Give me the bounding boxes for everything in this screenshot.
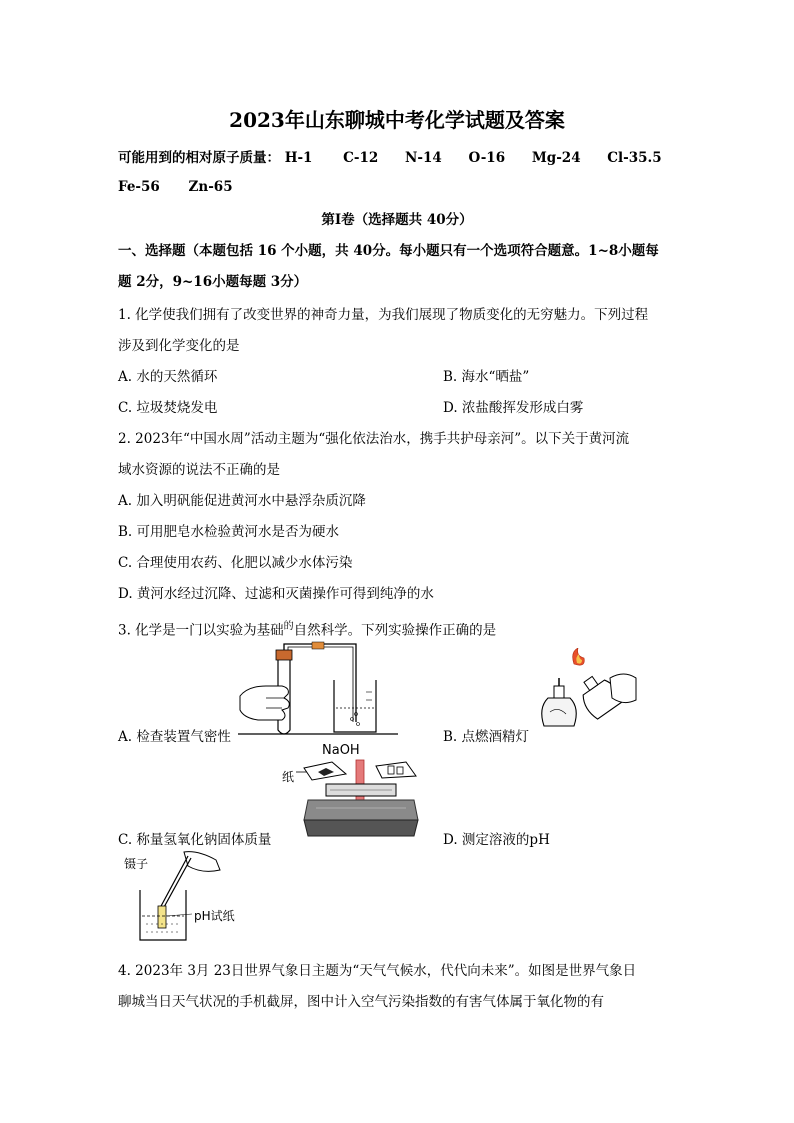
balance-figure	[296, 758, 426, 840]
q3-option-c: C. 称量氢氧化钠固体质量	[118, 832, 272, 848]
q1-stem-line-2: 涉及到化学变化的是	[118, 338, 240, 354]
tweezers-label: 镊子	[124, 857, 149, 871]
atomic-mass-line-2	[118, 179, 233, 195]
q2-option-c: C. 合理使用农药、化肥以减少水体污染	[118, 555, 353, 571]
q2-stem-line-2: 域水资源的说法不正确的是	[118, 462, 280, 478]
q3-option-d: D. 测定溶液的pH	[443, 832, 550, 848]
q1-option-b: B. 海水“晒盐”	[443, 369, 530, 385]
mass-h: H-1	[284, 150, 313, 166]
mass-mg: Mg-24	[531, 150, 581, 166]
q3-stem-part-1: 3. 化学是一门以实验为基础	[118, 622, 284, 639]
alcohol-lamp-figure	[528, 648, 638, 744]
q1-option-a: A. 水的天然循环	[118, 369, 218, 385]
airtightness-check-figure	[238, 640, 398, 742]
q2-stem-line-1: 2. 2023年“中国水周”活动主题为“强化依法治水，携手共护母亲河”。以下关于黄河流	[118, 431, 630, 447]
q4-stem-line-2: 聊城当日天气状况的手机截屏，图中计入空气污染指数的有害气体属于氧化物的有	[118, 994, 604, 1010]
mass-zn: Zn-65	[188, 179, 233, 195]
naoh-label: NaOH	[322, 743, 360, 758]
q3-stem-superscript: 的	[283, 621, 294, 632]
q1-stem-line-1: 1. 化学使我们拥有了改变世界的神奇力量，为我们展现了物质变化的无穷魅力。下列过程	[118, 307, 649, 323]
mass-n: N-14	[405, 150, 442, 166]
q4-stem-line-1: 4. 2023年 3月 23日世界气象日主题为“天气气候水，代代向未来”。如图是世界气象日	[118, 963, 637, 979]
mass-c: C-12	[343, 150, 379, 166]
ph-paper-label: pH试纸	[194, 909, 235, 923]
q1-option-d: D. 浓盐酸挥发形成白雾	[443, 400, 584, 416]
atomic-mass-line-1	[118, 146, 662, 166]
q3-stem	[118, 617, 496, 639]
part-header-line-2: 题 2分，9~16小题每题 3分）	[118, 274, 308, 290]
mass-fe: Fe-56	[118, 179, 160, 195]
atomic-mass-label: 可能用到的相对原子质量：	[118, 150, 280, 166]
paper-label: 纸	[282, 770, 295, 784]
mass-o: O-16	[468, 150, 506, 166]
mass-cl: Cl-35.5	[607, 150, 662, 166]
part-header-line-1: 一、选择题（本题包括 16 个小题，共 40分。每小题只有一个选项符合题意。1~8小题每	[118, 243, 659, 259]
q2-option-d: D. 黄河水经过沉降、过滤和灭菌操作可得到纯净的水	[118, 586, 434, 602]
page-title: 2023年山东聊城中考化学试题及答案	[229, 108, 565, 132]
q2-option-b: B. 可用肥皂水检验黄河水是否为硬水	[118, 524, 340, 540]
section-title: 第I卷（选择题共 40分）	[321, 212, 473, 228]
q2-option-a: A. 加入明矾能促进黄河水中悬浮杂质沉降	[118, 493, 366, 509]
q3-option-a: A. 检查装置气密性	[118, 729, 231, 745]
q1-option-c: C. 垃圾焚烧发电	[118, 400, 218, 416]
q3-option-b: B. 点燃酒精灯	[443, 729, 530, 745]
ph-test-figure	[136, 850, 226, 946]
q3-stem-part-2: 自然科学。下列实验操作正确的是	[293, 622, 497, 639]
